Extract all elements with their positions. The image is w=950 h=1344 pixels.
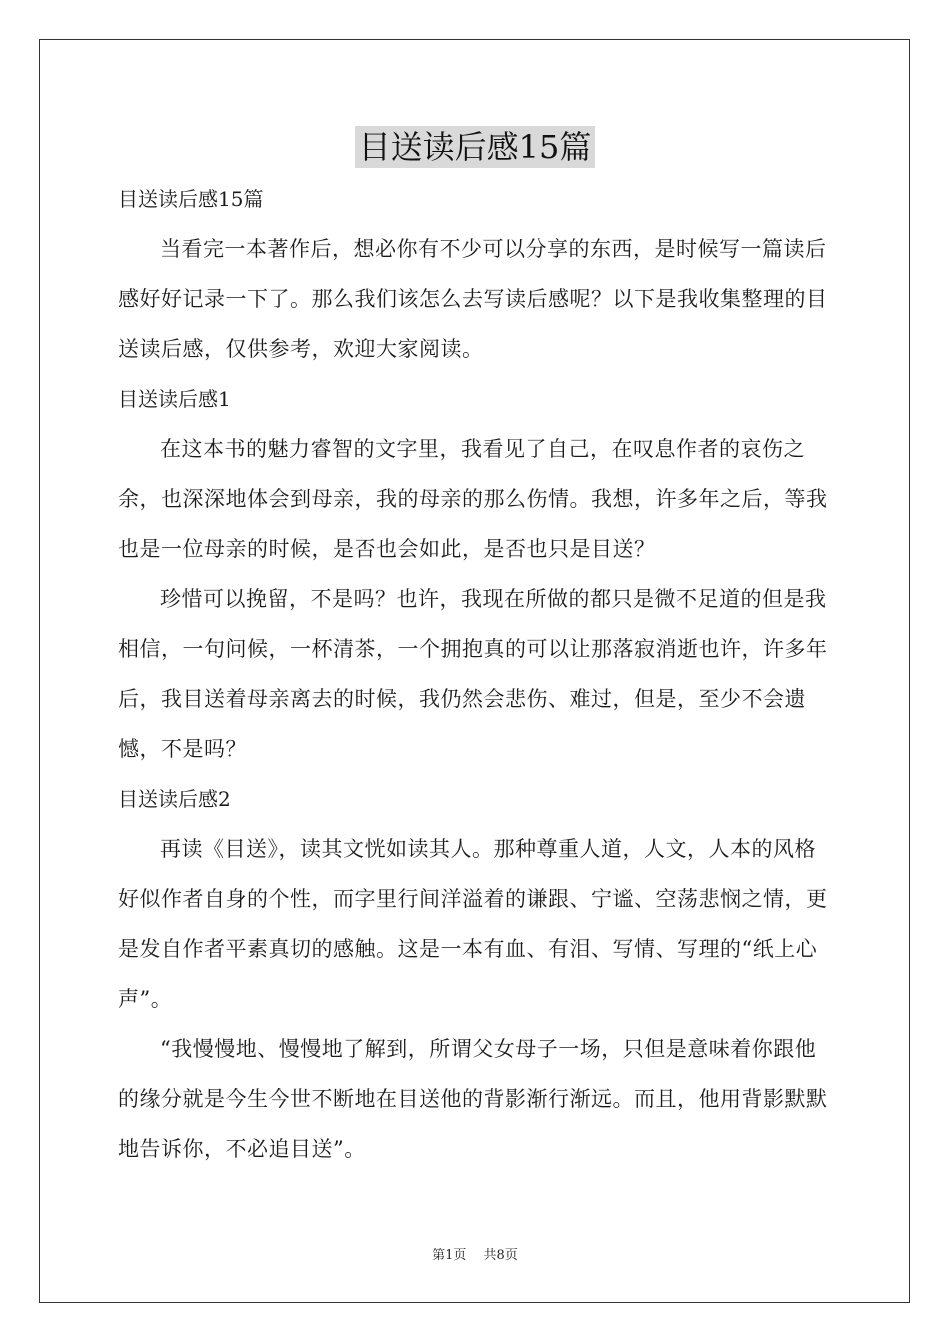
title-container [0,126,950,168]
section-heading: 目送读后感1 [118,387,231,411]
intro-paragraph: 当看完一本著作后，想必你有不少可以分享的东西，是时候写一篇读后感好好记录一下了。那么我们该怎么去写读后感呢？以下是我收集整理的目送读后感，仅供参考，欢迎大家阅读。 [118,237,828,361]
document-subtitle: 目送读后感15篇 [118,187,264,211]
document-title: 目送读后感15篇 [355,126,596,168]
document-body [118,174,834,1174]
body-paragraph: 在这本书的魅力睿智的文字里，我看见了自己，在叹息作者的哀伤之余，也深深地体会到母亲，我的母亲的那么伤情。我想，许多年之后，等我也是一位母亲的时候，是否也会如此，是否也只是目送？ [118,437,828,561]
body-paragraph: 珍惜可以挽留，不是吗？也许，我现在所做的都只是微不足道的但是我相信，一句问候，一杯清茶，一个拥抱真的可以让那落寂消逝也许，许多年后，我目送着母亲离去的时候，我仍然会悲伤、难过，但是，至少不会遗憾，不是吗？ [118,587,828,761]
body-paragraph: “我慢慢地、慢慢地了解到，所谓父女母子一场，只但是意味着你跟他的缘分就是今生今世不断地在目送他的背影渐行渐远。而且，他用背影默默地告诉你，不必追目送”。 [118,1037,828,1161]
section-heading: 目送读后感2 [118,787,231,811]
body-paragraph: 再读《目送》，读其文恍如读其人。那种尊重人道，人文，人本的风格好似作者自身的个性，而字里行间洋溢着的谦跟、宁谧、空荡悲悯之情，更是发自作者平素真切的感触。这是一本有血、有泪、写情、写理的“纸上心声”。 [118,837,828,1011]
page-footer: 第1页 共8页 [432,1248,518,1263]
